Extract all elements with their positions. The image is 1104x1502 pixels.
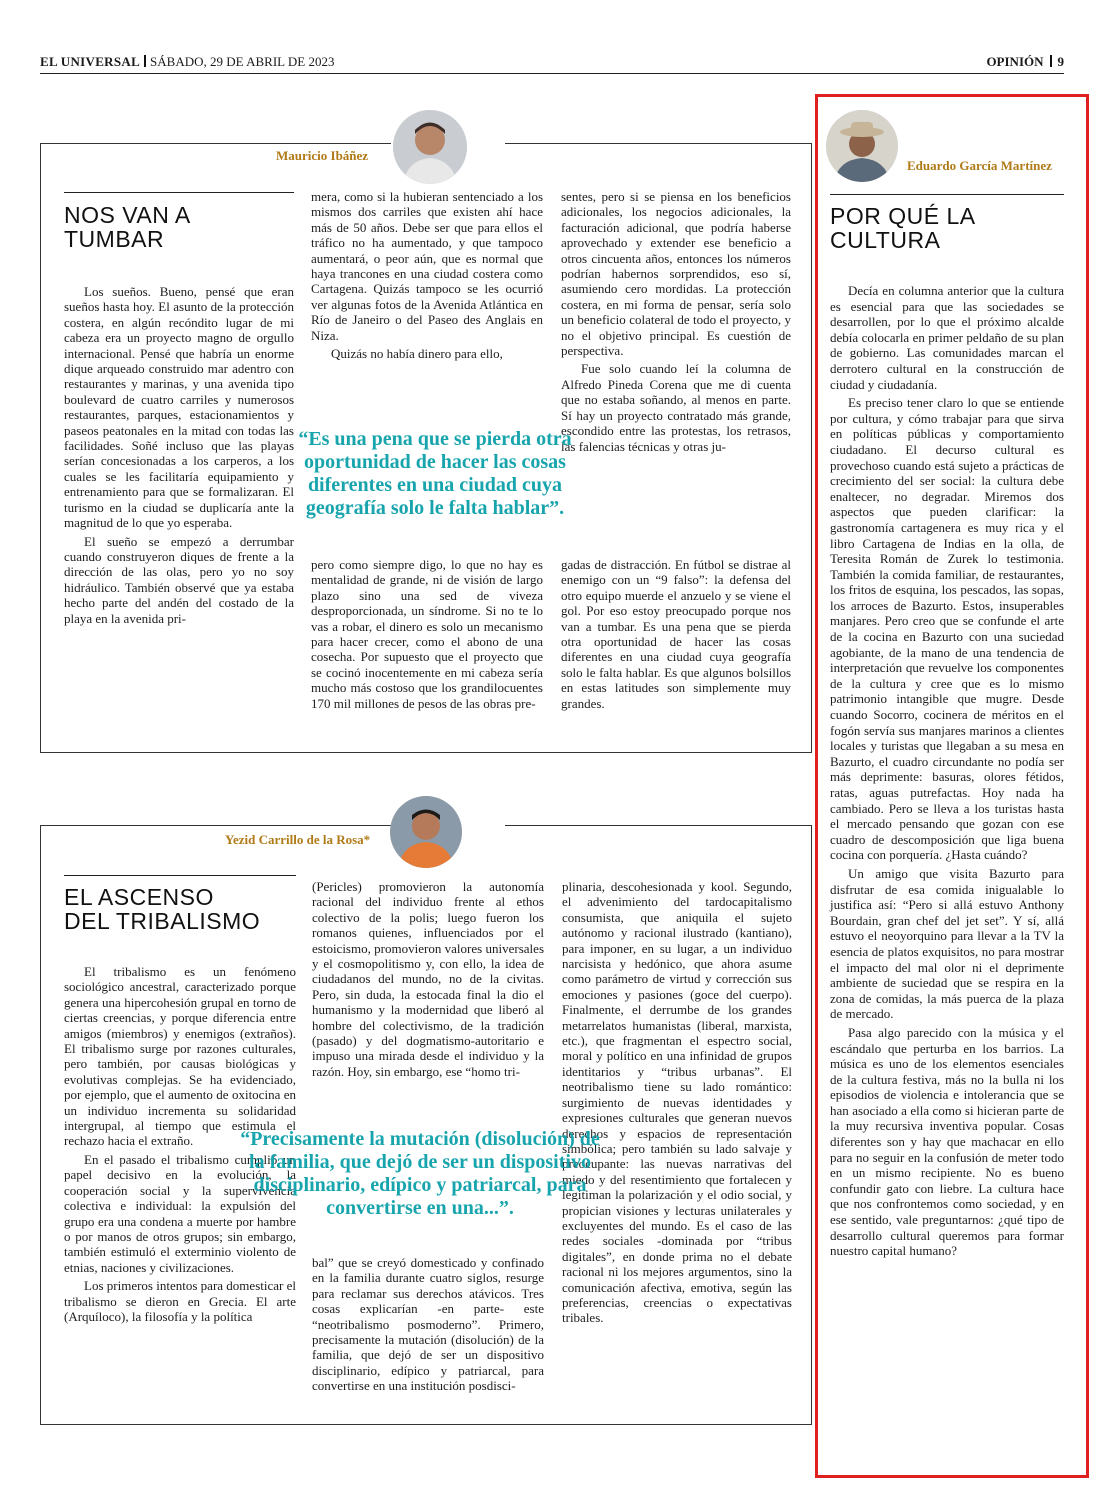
- paragraph: Decía en columna anterior que la cultura es esencial para que las sociedades se desarrollen, por lo que el próximo alcalde debía colocarla en primer peldaño de su plan de gobierno. Las comunidades marcan el derrotero cultural en la construcción de ciudad y ciudadanía.: [830, 283, 1064, 392]
- headline-rule: [830, 194, 1064, 195]
- pull-quote: “Precisamente la mutación (disolución) de la familia, que dejó de ser un dispositivo disciplinario, edípico y patriarcal, para convertirse en una...”.: [240, 1128, 600, 1219]
- paragraph: Quizás no había dinero para ello,: [331, 346, 503, 362]
- paragraph: mera, como si la hubieran sentenciado a los mismos dos carriles que existen ahí hace más de 50 años. Debe ser que para ellos el tráfico no ha aumentado, y que tampoco aumentará, o peor aún, que es normal que haya trancones en una ciudad costera como Cartagena. Quizás tampoco se les ocurrió ver algunas fotos de la Avenida Atlántica en Río de Janeiro o del Paseo des Anglais en Niza.: [311, 189, 543, 343]
- pull-quote: “Es una pena que se pierda otra oportunidad de hacer las cosas diferentes en una ciudad cuya geografía solo le falta hablar”.: [298, 428, 572, 519]
- headline-rule: [64, 875, 296, 876]
- article-headline: NOS VAN A TUMBAR: [64, 202, 190, 252]
- article-column: [311, 189, 543, 399]
- masthead: [40, 54, 334, 70]
- paragraph: pero como siempre digo, lo que no hay es mentalidad de grande, ni de visión de largo plazo sino una sed de viveza desproporcionada, un síndrome. Si no te lo vas a robar, el dinero es solo un mecanismo para hacer crecer, como el abono de una cosecha. Por supuesto que el proyecto que se cocinó inocentemente en mi cabeza sería mucho más costoso que los grandilocuentes 170 mil millones de pesos de las obras pre-: [311, 557, 543, 711]
- paragraph: El sueño se empezó a derrumbar cuando construyeron diques de frente a la dirección de las olas, pero yo no soy hidráulico. También observé que ya estaba hecho parte del andén del costado de la playa en la avenida pri-: [64, 533, 294, 626]
- paragraph: Fue solo cuando leí la columna de Alfredo Pineda Corena que me di cuenta que no estaba soñando, al menos en parte. Sí hay un proyecto contratado más grande, escondido entre las protestas, los retrasos, las falencias técnicas y otras ju-: [561, 361, 791, 454]
- paragraph: sentes, pero si se piensa en los beneficios adicionales, los negocios adicionales, la facturación adicional, que podría haberse aprovechado y extender ese beneficio a otros cincuenta años, entonces los números podrían habernos sorprendidos, eso sí, asumiendo cero mordidas. La protección costera, en mi forma de pensar, sería solo un beneficio colateral de todo el proyecto, y no el objetivo principal. Es cuestión de perspectiva.: [561, 189, 791, 359]
- article-column: [312, 879, 544, 1119]
- issue-date: SÁBADO, 29 DE ABRIL DE 2023: [150, 54, 335, 69]
- author-byline: Eduardo García Martínez: [907, 158, 1052, 173]
- article-headline: EL ASCENSO DEL TRIBALISMO: [64, 884, 261, 934]
- paragraph: El tribalismo es un fenómeno sociológico ancestral, caracterizado porque genera una hipercohesión grupal en torno de ciertas creencias, y porque diferencia entre amigos (miembros) y enemigos (extraños). El tribalismo surge por razones culturales, pero también, por causas biológicas y evolutivas complejas. Se ha evidenciado, por ejemplo, que el aumento de oxitocina en un individuo incrementa su solidaridad intergrupal, al tiempo que estimula el rechazo hacia el extraño.: [64, 964, 296, 1149]
- paragraph: gadas de distracción. En fútbol se distrae al enemigo con un “9 falso”: la defensa del otro equipo muerde el anzuelo y se viene el gol. Por eso estoy preocupado porque nos van a tumbar. Es una pena que se pierda otra oportunidad de hacer las cosas diferentes en una ciudad cuya geografía solo le falta hablar. Es que algunos bolsillos en estas latitudes son simplemente muy grandes.: [561, 557, 791, 711]
- page-number: 9: [1057, 54, 1064, 69]
- article-column: [561, 557, 791, 747]
- section-label: [986, 54, 1064, 70]
- article-column: [64, 284, 294, 746]
- article-headline: POR QUÉ LA CULTURA: [830, 203, 975, 253]
- author-byline: Yezid Carrillo de la Rosa*: [225, 832, 371, 847]
- section-separator: [1050, 55, 1052, 67]
- author-photo: [390, 796, 462, 868]
- paragraph: Los sueños. Bueno, pensé que eran sueños hasta hoy. El asunto de la protección costera, en algún recóndito lugar de mi cabeza era un proyecto magno de orgullo internacional. Pensé que habría un enorme dique arqueado construido mar adentro con restaurantes y marinas, y una avenida tipo boulevard de cuatro carriles y numerosos restaurantes, parques, estacionamientos y paseos peatonales en la mitad con todas las facilidades. Soñé incluso que las playas serían concesionadas a los carperos, a los cuales se les facilitaría equipamiento y entrenamiento para que se formalizaran. El turismo en la ciudad se duplicaría ante la magnitud de lo que yo esperaba.: [64, 284, 294, 531]
- header-separator: [144, 55, 146, 67]
- paragraph: Es preciso tener claro lo que se entiende por cultura, y cómo trabajar para que sirva en políticas públicas y comportamiento ciudadano. El decurso cultural es provechoso cuando está sujeto a prácticas de crecimiento del ser social: la cultura debe enaltecer, no degradar. Miremos dos aspectos que pueden clarificar: la gastronomía cartagenera es muy rica y el libro Cartagena de Indias en la olla, de Teresita Román de Zurek lo testimonia. También la comida familiar, de restaurantes, los fritos de esquina, los pescados, las sopas, los arroces de Bazurto. Estos, insuperables manjares. Pero creo que se confunde el arte de la cocina en Bazurto con una suciedad agobiante, de la mano de una tendencia de interpretación que revuelve los componentes de la cultura y cree que es lo mismo patrimonio intangible que mugre. Desde cuando Socorro, cocinera de méritos en el fogón servía sus manjares marinos a clientes locales y turistas que llegaban a su mesa en Bazurto, el cuadro circundante no podía ser más deprimente: basuras, olores fétidos, ratas, aguas putrefactas. Hoy nada ha cambiado. Pero se lleva a los turistas hasta el mercado pensando que gozan con ese cuadro de descomposición que liga buena cocina con porquería. ¿Hasta cuándo?: [830, 395, 1064, 863]
- newspaper-name: EL UNIVERSAL: [40, 54, 141, 69]
- paragraph: plinaria, descohesionada y kool. Segundo, el advenimiento del tardocapitalismo consumista, que aniquila el sujeto autónomo y racional ilustrado (kantiano), para imponer, en su lugar, a un individuo narcisista y hedónico, que ahora asume como parámetro de virtud y corrección sus emociones y pasiones (goce del cuerpo). Finalmente, el derrumbe de los grandes metarrelatos humanistas (liberal, marxista, etc.), que fragmentan el espectro social, moral y político en una infinidad de grupos identitarios y “tribus urbanas”. El neotribalismo tiene su lado romántico: surgimiento de nuevas identidades y expresiones culturales que generan nuevos derechos y espacios de representación simbólica; pero también su lado salvaje y preocupante: las nuevas narrativas del miedo y del resentimiento que fortalecen y legitiman la polarización y el odio social, y propician visiones y lecturas unilaterales y excluyentes del mundo. Es el caso de las redes sociales -dominada por “tribus digitales”, en donde prima no el debate racional ni los mejores argumentos, sino la comunicación afectiva, emotiva, según las preferencias, creencias o expectativas tribales.: [562, 879, 792, 1326]
- paragraph: En el pasado el tribalismo cumplió un papel decisivo en la evolución, la cooperación social y la supervivencia colectiva e individual: la expulsión del grupo era una condena a muerte por hambre o por manos de otros grupos; sin embargo, también estimuló el exterminio violento de etnias, naciones y civilizaciones.: [64, 1151, 296, 1275]
- author-photo: [826, 110, 898, 182]
- article-column: [311, 557, 543, 747]
- article-column: [312, 1255, 544, 1412]
- page-header: [40, 52, 1064, 74]
- paragraph: (Pericles) promovieron la autonomía racional del individuo frente al ethos colectivo de la polis; luego fueron los romanos quienes, influenciados por el estoicismo, promovieron valores universales y el cosmopolitismo y, con ello, la idea de ciudadanos del mundo, no de la civitas. Pero, sin duda, la estocada final la dio el humanismo y la modernidad que liberó al hombre del colectivismo, de la tradición (pasado) y del dogmatismo-autoritario e impuso una mirada desde el individuo y la razón. Hoy, sin embargo, ese “homo tri-: [312, 879, 544, 1079]
- article-column: [830, 283, 1064, 1262]
- paragraph: Los primeros intentos para domesticar el tribalismo se dieron en Grecia. El arte (Arquíloco), la filosofía y la política: [64, 1278, 296, 1324]
- author-byline: Mauricio Ibáñez: [276, 148, 369, 163]
- paragraph: bal” que se creyó domesticado y confinado en la familia durante cuatro siglos, resurge para reclamar sus derechos atávicos. Tres cosas explicarían -en parte- este “neotribalismo posmoderno”. Primero, precisamente la mutación (disolución) de la familia, que dejó de ser un dispositivo disciplinario, edípico y patriarcal, para convertirse en una institución posdisci-: [312, 1255, 544, 1394]
- section-name: OPINIÓN: [986, 54, 1044, 69]
- headline-rule: [64, 192, 294, 193]
- author-photo: [393, 110, 467, 184]
- paragraph: Pasa algo parecido con la música y el escándalo que perturba en los barrios. La música es uno de los elementos esenciales de la cultura festiva, más no la bulla ni los episodios de violencia e intolerancia que se han asociado a ella como si hicieran parte de la muy recursiva inventiva popular. Cosas diferentes son y hay que machacar en ello para no seguir en la confusión de meter todo en un mismo recipiente. No es bueno confundir gato con liebre. La cultura hace que nos confrontemos como sociedad, y en ese sentido, vale preguntarnos: ¿qué tipo de desarrollo cultural queremos para formar nuestro capital humano?: [830, 1024, 1064, 1259]
- paragraph: Un amigo que visita Bazurto para disfrutar de esa comida inigualable lo justifica así: “Pero si allá estuvo Anthony Bourdain, gran chef del jet set”. Y sí, allá estuvo el neoyorquino para llevar a la TV la esencia de platos exquisitos, no para mostrar el impacto del mal olor ni el deprimente ambiente de suciedad que se respira en la zona de comidas, la más puerca de la plaza de mercado.: [830, 865, 1064, 1022]
